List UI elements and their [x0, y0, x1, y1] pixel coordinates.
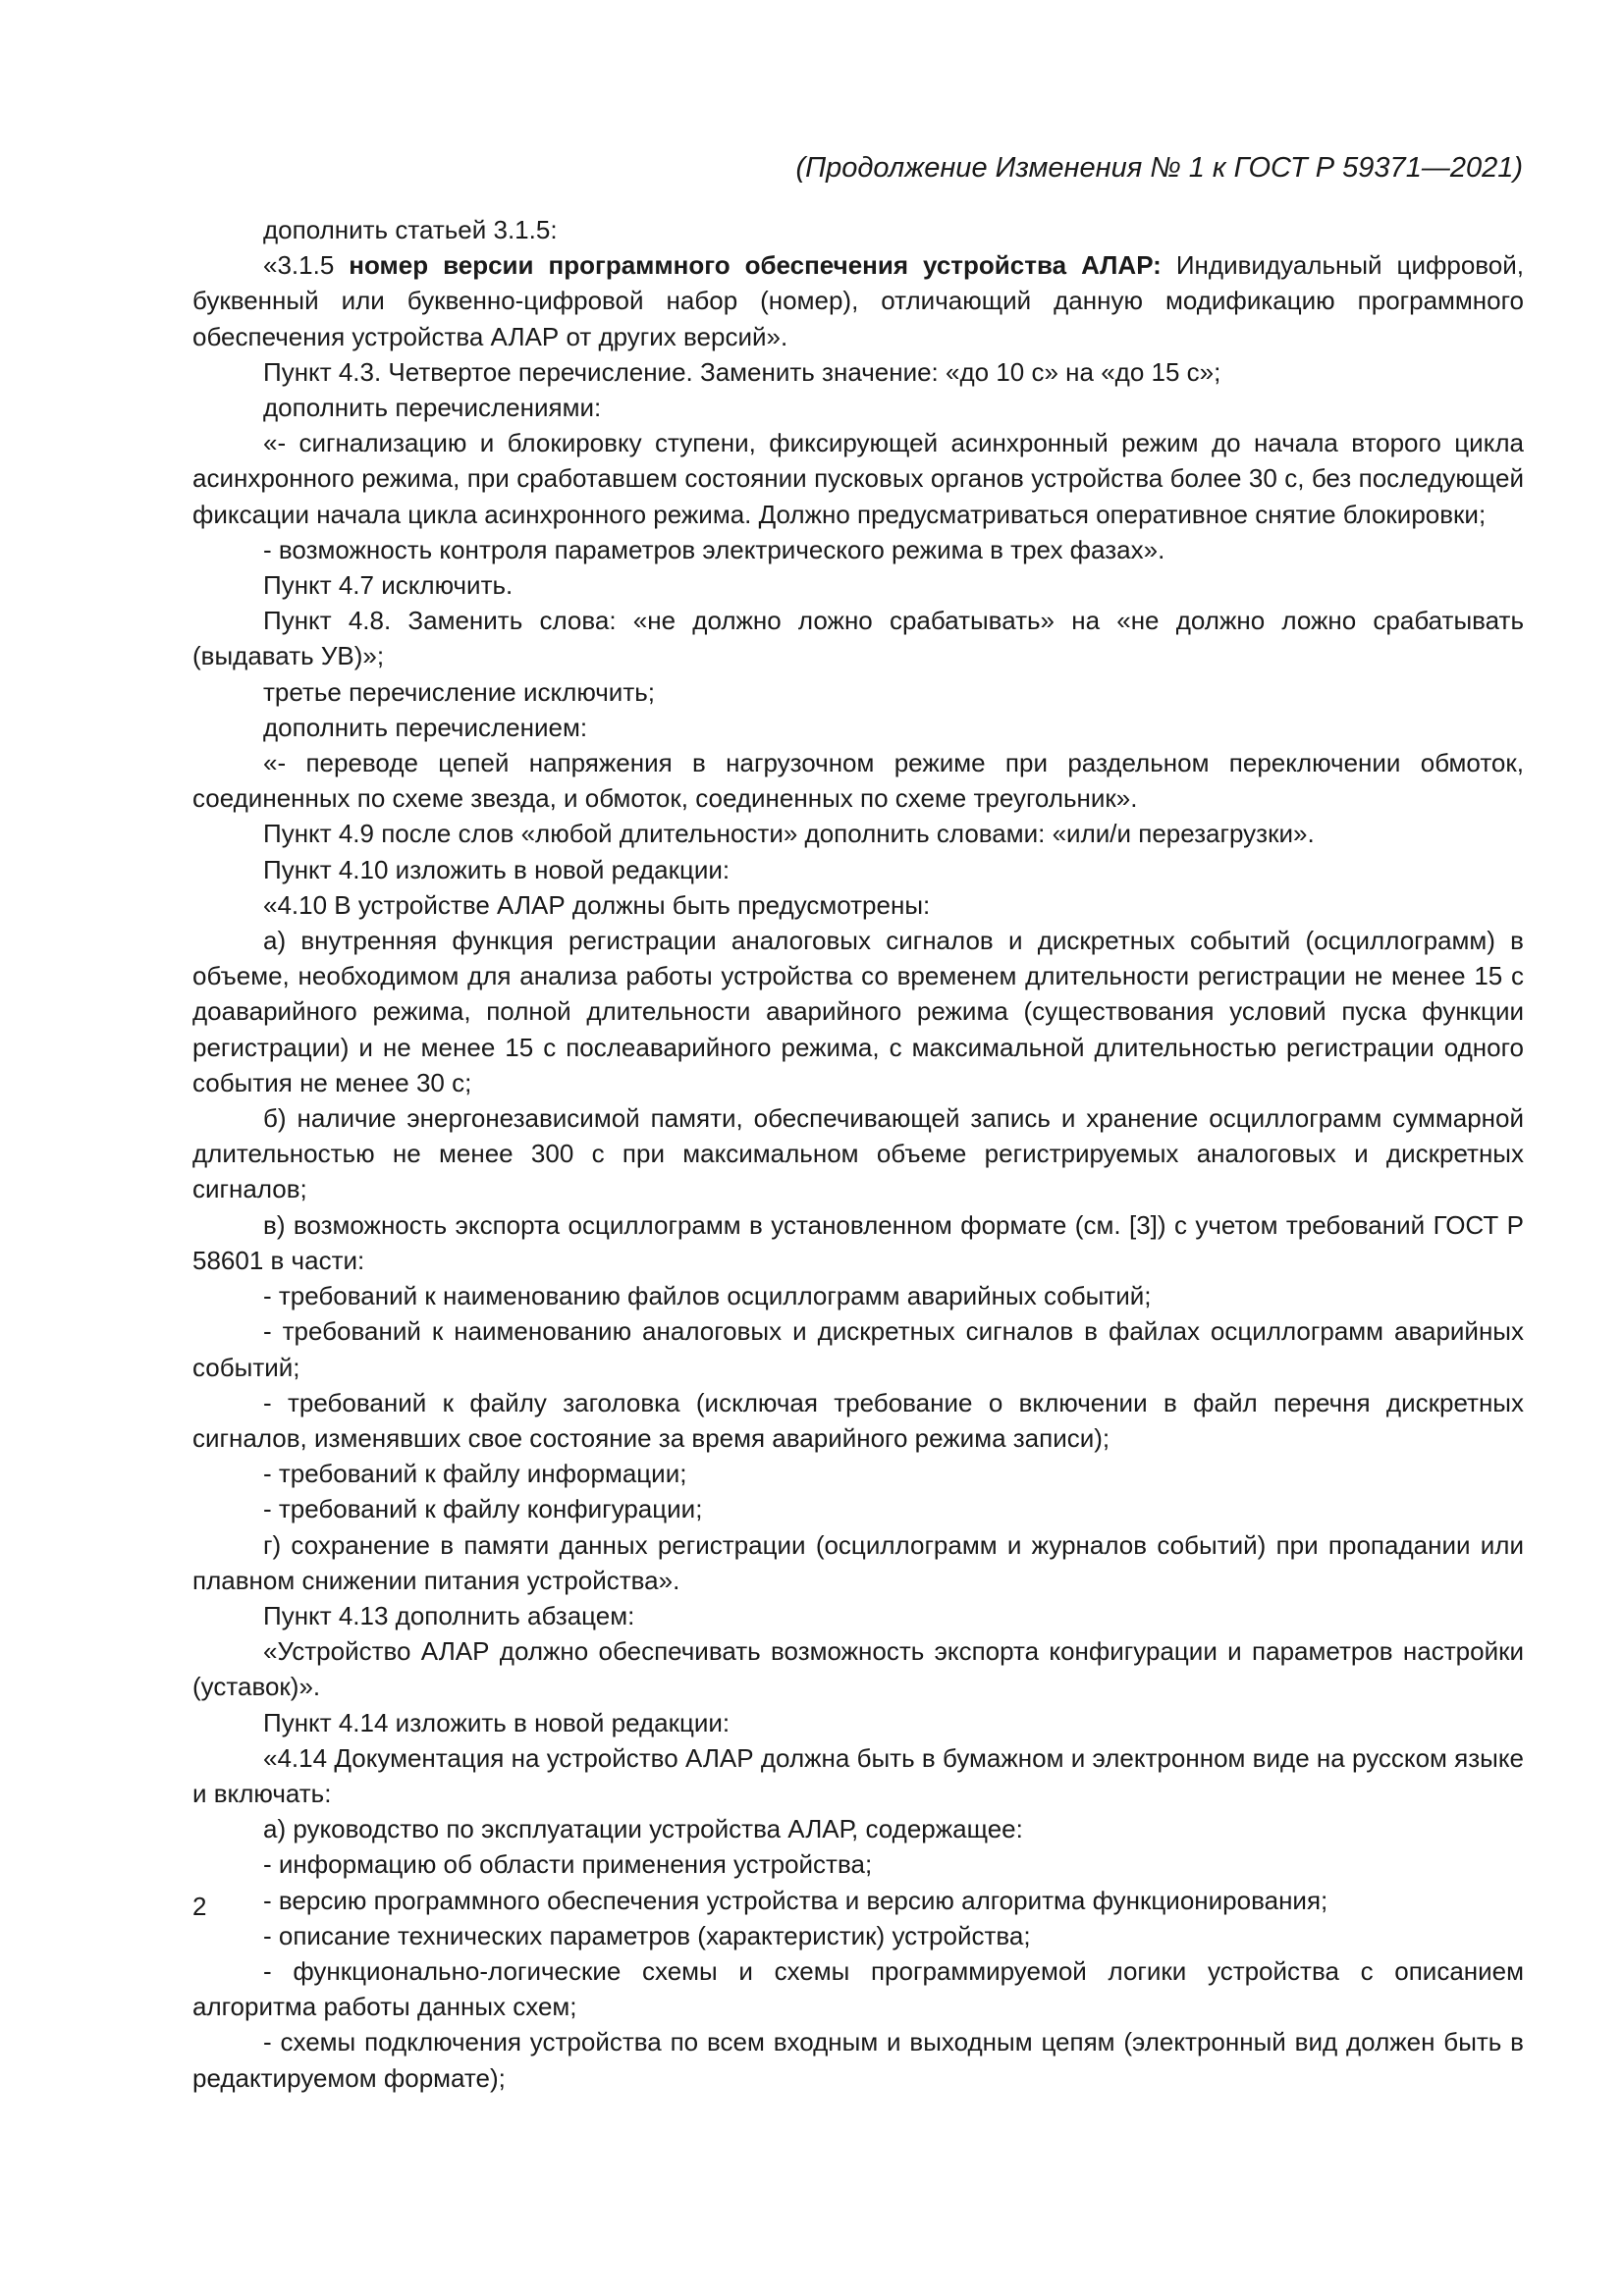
paragraph: - требований к наименованию аналоговых и дискретных сигналов в файлах осциллограмм аварийных событий; — [192, 1316, 1524, 1382]
paragraph: «- сигнализацию и блокировку ступени, фиксирующей асинхронный режим до начала второго цикла асинхронного режима, при сработавшем состоянии пусковых органов устройства более 30 с, без последующей фиксации начала цикла асинхронного режима. Должно предусматриваться оперативное снятие блокировки; — [192, 428, 1524, 529]
paragraph: Пункт 4.7 исключить. — [263, 570, 514, 601]
paragraph: «Устройство АЛАР должно обеспечивать возможность экспорта конфигурации и параметров настройки (уставок)». — [192, 1636, 1524, 1702]
paragraph: г) сохранение в памяти данных регистрации (осциллограмм и журналов событий) при пропадании или плавном снижении питания устройства». — [192, 1529, 1524, 1595]
paragraph: Пункт 4.13 дополнить абзацем: — [263, 1600, 635, 1630]
paragraph: Пункт 4.9 после слов «любой длительности» дополнить словами: «или/и перезагрузки». — [263, 819, 1315, 849]
page-number: 2 — [192, 1892, 207, 1921]
paragraph: «4.10 В устройстве АЛАР должны быть предусмотрены: — [263, 889, 931, 920]
paragraph-definition-3-1-5 — [192, 247, 1524, 354]
document-body — [192, 212, 1524, 2096]
page-header: (Продолжение Изменения № 1 к ГОСТ Р 59371—2021) — [795, 152, 1523, 184]
paragraph: - требований к файлу конфигурации; — [263, 1494, 703, 1524]
paragraph: - возможность контроля параметров электрического режима в трех фазах». — [263, 534, 1165, 564]
paragraph: а) внутренняя функция регистрации аналоговых сигналов и дискретных событий (осциллограмм) в объеме, необходимом для анализа работы устройства со временем длительности регистрации не менее 15 с доаварийного режима, полной длительности аварийного режима (существования условий пуска функции регистрации) и не менее 15 с послеаварийного режима, с максимальной длительностью регистрации одного события не менее 30 с; — [192, 926, 1524, 1097]
paragraph: - требований к файлу информации; — [263, 1459, 687, 1489]
paragraph: - описание технических параметров (характеристик) устройства; — [263, 1920, 1031, 1950]
paragraph: - функционально-логические схемы и схемы программируемой логики устройства с описанием алгоритма работы данных схем; — [192, 1955, 1524, 2022]
paragraph: дополнить перечислениями: — [263, 393, 602, 423]
paragraph: Пункт 4.8. Заменить слова: «не должно ложно срабатывать» на «не должно ложно срабатывать (выдавать УВ)»; — [192, 606, 1524, 671]
paragraph: третье перечисление исключить; — [263, 676, 656, 707]
paragraph: в) возможность экспорта осциллограмм в установленном формате (см. [3]) с учетом требований ГОСТ Р 58601 в части: — [192, 1209, 1524, 1275]
paragraph: Пункт 4.10 изложить в новой редакции: — [263, 854, 731, 884]
paragraph: Пункт 4.3. Четвертое перечисление. Заменить значение: «до 10 с» на «до 15 с»; — [263, 356, 1221, 387]
paragraph: дополнить перечислением: — [263, 712, 588, 742]
paragraph: «- переводе цепей напряжения в нагрузочном режиме при раздельном переключении обмоток, соединенных по схеме звезда, и обмоток, соединенных по схеме треугольник». — [192, 748, 1524, 814]
paragraph: дополнить статьей 3.1.5: — [263, 215, 558, 244]
paragraph: - требований к файлу заголовка (исключая требование о включении в файл перечня дискретных сигналов, изменявших свое состояние за время аварийного режима записи); — [192, 1387, 1524, 1453]
definition-number: «3.1.5 — [263, 250, 350, 281]
paragraph: - информацию об области применения устройства; — [263, 1849, 873, 1880]
paragraph: б) наличие энергонезависимой памяти, обеспечивающей запись и хранение осциллограмм суммарной длительностью не менее 300 с при максимальном объеме регистрируемых аналоговых и дискретных сигналов; — [192, 1103, 1524, 1204]
paragraph: «4.14 Документация на устройство АЛАР должна быть в бумажном и электронном виде на русском языке и включать: — [192, 1742, 1524, 1808]
paragraph: - требований к наименованию файлов осциллограмм аварийных событий; — [263, 1281, 1152, 1311]
paragraph: - версию программного обеспечения устройства и версию алгоритма функционирования; — [263, 1885, 1328, 1915]
paragraph: Пункт 4.14 изложить в новой редакции: — [263, 1707, 731, 1737]
paragraph: а) руководство по эксплуатации устройства АЛАР, содержащее: — [263, 1814, 1023, 1844]
paragraph: - схемы подключения устройства по всем входным и выходным цепям (электронный вид должен быть в редактируемом формате); — [192, 2027, 1524, 2093]
definition-text: Индивидуальный цифровой, буквенный или буквенно-цифровой набор (номер), отличающий данную модификацию программного обеспечения устройства АЛАР от других версий». — [192, 250, 1525, 351]
definition-term: номер версии программного обеспечения устройства АЛАР: — [349, 250, 1162, 281]
